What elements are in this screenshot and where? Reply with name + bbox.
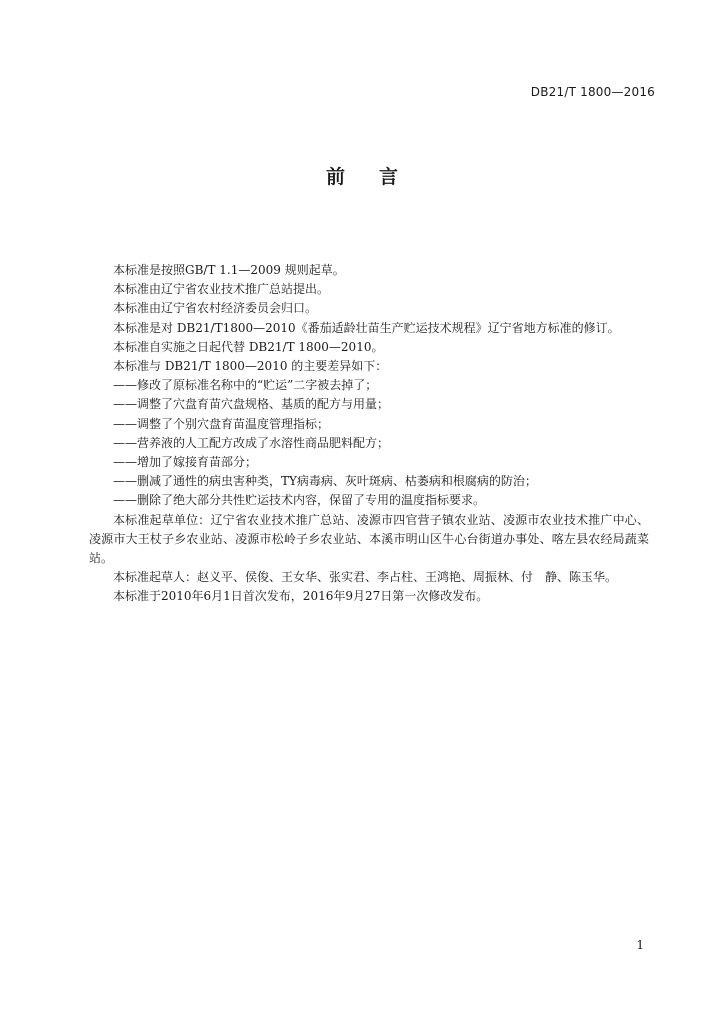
list-item: ——营养液的人工配方改成了水溶性商品肥料配方；: [113, 435, 390, 450]
paragraph: 本标准起草单位：辽宁省农业技术推广总站、凌源市四官营子镇农业站、凌源市农业技术推广中心、凌源市大王杖子乡农业站、凌源市松岭子乡农业站、本溪市明山区牛心台街道办事处、喀左县农经局蔬菜站。: [89, 512, 649, 566]
paragraph: 本标准由辽宁省农业技术推广总站提出。: [113, 282, 330, 297]
list-item: ——增加了嫁接育苗部分；: [113, 455, 258, 470]
foreword-body: [89, 261, 649, 607]
list-item: ——删除了绝大部分共性贮运技术内容，保留了专用的温度指标要求。: [113, 493, 486, 508]
standard-code: DB21/T 1800—2016: [530, 85, 655, 99]
list-item: ——调整了个别穴盘育苗温度管理指标；: [113, 416, 330, 431]
list-item: ——删减了通性的病虫害种类，TY病毒病、灰叶斑病、枯萎病和根腐病的防治；: [113, 474, 537, 489]
paragraph: 本标准起草人：赵义平、侯俊、王女华、张实君、李占柱、王鸿艳、周振林、付 静、陈玉华。: [113, 570, 618, 585]
paragraph: 本标准由辽宁省农村经济委员会归口。: [113, 301, 318, 316]
title-char-1: 前: [325, 166, 345, 188]
page-title: [0, 162, 724, 189]
paragraph: 本标准是按照GB/T 1.1—2009 规则起草。: [113, 263, 345, 277]
paragraph: 本标准于2010年6月1日首次发布，2016年9月27日第一次修改发布。: [113, 589, 489, 604]
list-item: ——调整了穴盘育苗穴盘规格、基质的配方与用量；: [113, 397, 390, 412]
title-char-2: 言: [379, 166, 399, 188]
paragraph: 本标准自实施之日起代替 DB21/T 1800—2010。: [113, 339, 384, 354]
paragraph: 本标准与 DB21/T 1800—2010 的主要差异如下：: [113, 359, 388, 374]
list-item: ——修改了原标准名称中的“贮运”二字被去掉了；: [113, 378, 378, 393]
page-number: 1: [636, 938, 644, 952]
paragraph: 本标准是对 DB21/T1800—2010《番茄适龄壮苗生产贮运技术规程》辽宁省地方标准的修订。: [113, 320, 620, 335]
